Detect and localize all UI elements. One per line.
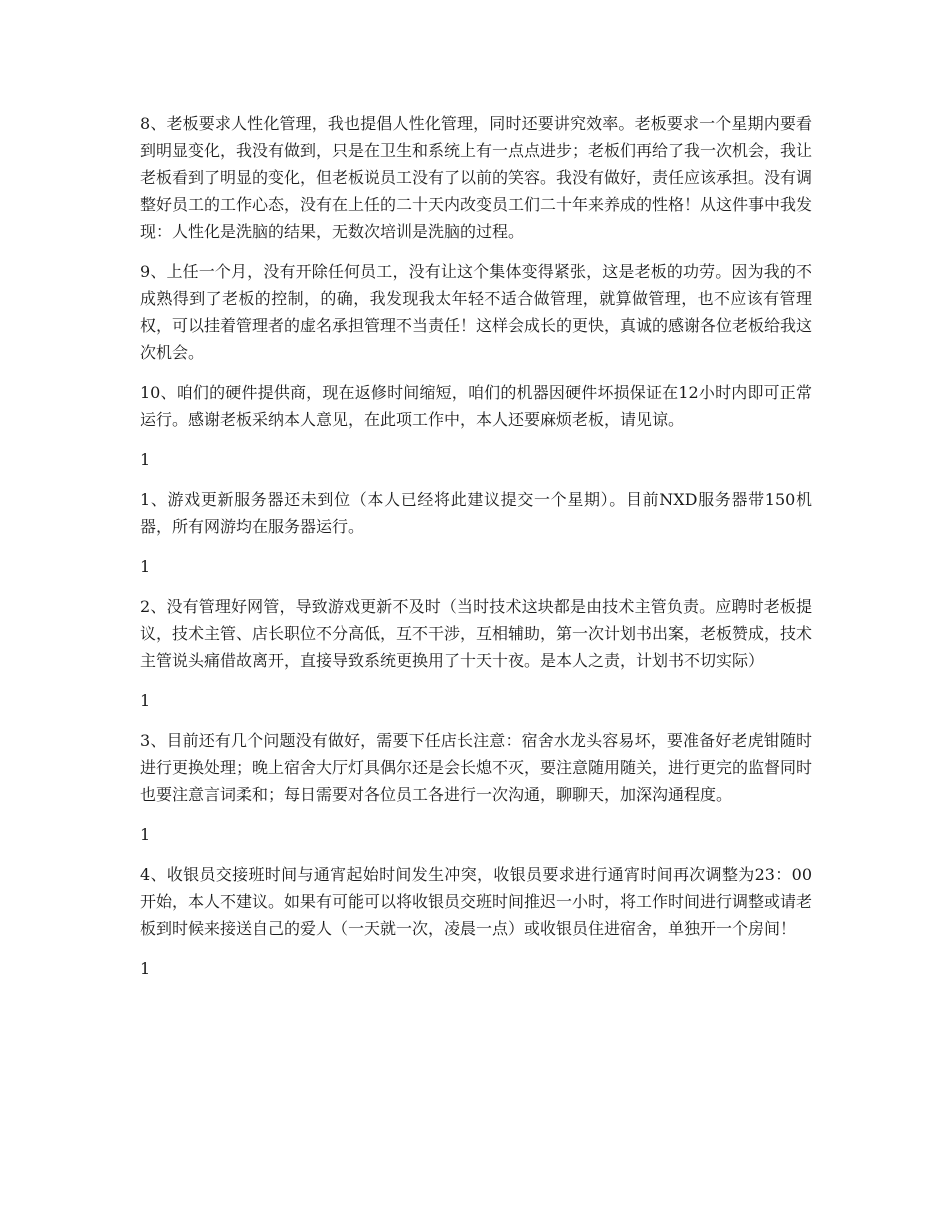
paragraph-marker: 1 bbox=[140, 825, 151, 844]
paragraph-marker: 1 bbox=[140, 557, 151, 576]
paragraph-issue-4: 4、收银员交接班时间与通宵起始时间发生冲突，收银员要求进行通宵时间再次调整为23：00开始，本人不建议。如果有可能可以将收银员交班时间推迟一小时，将工作时间进行调整或请老板到时候来接送自己的爱人（一天就一次，凌晨一点）或收银员住进宿舍，单独开一个房间！ bbox=[140, 865, 813, 938]
paragraph-item-8: 8、老板要求人性化管理，我也提倡人性化管理，同时还要讲究效率。老板要求一个星期内要看到明显变化，我没有做到，只是在卫生和系统上有一点点进步；老板们再给了我一次机会，我让老板看到了明显的变化，但老板说员工没有了以前的笑容。我没有做好，责任应该承担。没有调整好员工的工作心态，没有在上任的二十天内改变员工们二十年来养成的性格！从这件事中我发现：人性化是洗脑的结果，无数次培训是洗脑的过程。 bbox=[140, 114, 813, 241]
paragraph-item-10: 10、咱们的硬件提供商，现在返修时间缩短，咱们的机器因硬件坏损保证在12小时内即可正常运行。感谢老板采纳本人意见，在此项工作中，本人还要麻烦老板，请见谅。 bbox=[140, 383, 812, 429]
paragraph-marker: 1 bbox=[140, 450, 151, 469]
paragraph-item-9: 9、上任一个月，没有开除任何员工，没有让这个集体变得紧张，这是老板的功劳。因为我的不成熟得到了老板的控制，的确，我发现我太年轻不适合做管理，就算做管理，也不应该有管理权，可以挂着管理者的虚名承担管理不当责任！这样会成长的更快，真诚的感谢各位老板给我这次机会。 bbox=[140, 262, 813, 362]
paragraph-marker: 1 bbox=[140, 691, 151, 710]
paragraph-issue-1: 1、游戏更新服务器还未到位（本人已经将此建议提交一个星期）。目前NXD服务器带150机器，所有网游均在服务器运行。 bbox=[140, 490, 812, 536]
document-body bbox=[140, 110, 812, 995]
paragraph-issue-3: 3、目前还有几个问题没有做好，需要下任店长注意：宿舍水龙头容易坏，要准备好老虎钳随时进行更换处理；晚上宿舍大厅灯具偶尔还是会长熄不灭，要注意随用随关，进行更完的监督同时也要注意言词柔和；每日需要对各位员工各进行一次沟通，聊聊天，加深沟通程度。 bbox=[140, 731, 813, 804]
paragraph-marker: 1 bbox=[140, 959, 151, 978]
paragraph-issue-2: 2、没有管理好网管，导致游戏更新不及时（当时技术这块都是由技术主管负责。应聘时老板提议，技术主管、店长职位不分高低，互不干涉，互相辅助，第一次计划书出案，老板赞成，技术主管说头痛借故离开，直接导致系统更换用了十天十夜。是本人之责，计划书不切实际） bbox=[140, 597, 813, 670]
